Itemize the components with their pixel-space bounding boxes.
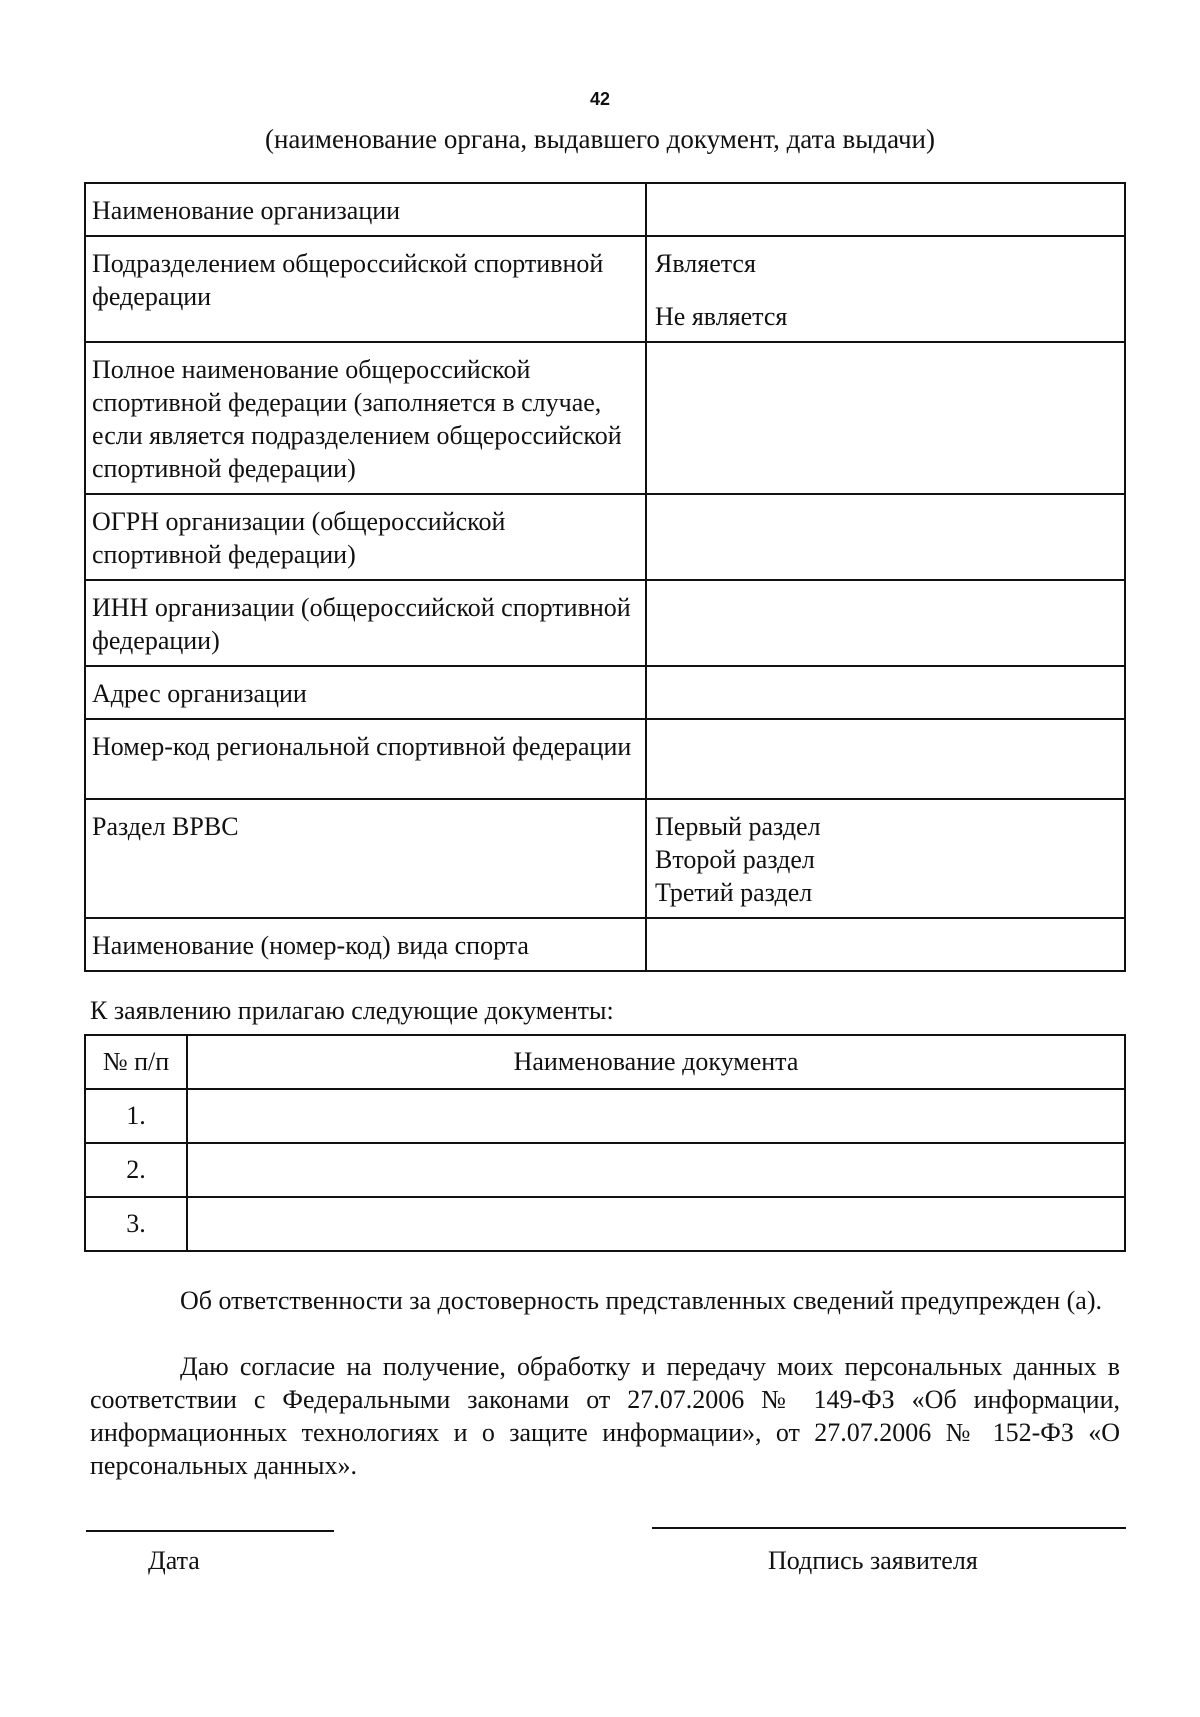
consent-statement: Даю согласие на получение, обработку и передачу моих персональных данных в соответствии с Федеральными законами от 27.07.2006 № 149-ФЗ «Об информации, информационных технологиях и о защите информации», от 27.07.2006 № 152-ФЗ «О персональных данных». [90, 1352, 1120, 1480]
federation-full-name-value[interactable] [646, 342, 1125, 494]
header-document-name: Наименование документа [187, 1035, 1125, 1089]
ogrn-label: ОГРН организации (общероссийской спортивной федерации) [85, 494, 646, 580]
table-row [85, 1197, 1125, 1251]
signature-line[interactable] [652, 1527, 1126, 1529]
table-row [85, 580, 1125, 666]
organization-info-table [84, 182, 1126, 972]
responsibility-statement: Об ответственности за достоверность представленных сведений предупрежден (а). [180, 1286, 1102, 1315]
table-row [85, 342, 1125, 494]
option-first-section[interactable]: Первый раздел [655, 812, 821, 841]
option-second-section[interactable]: Второй раздел [655, 845, 815, 874]
attachments-table [84, 1034, 1126, 1252]
row-number: 1. [85, 1089, 187, 1143]
table-row [85, 799, 1125, 918]
document-name-cell[interactable] [187, 1089, 1125, 1143]
issuer-caption: (наименование органа, выдавшего документ, дата выдачи) [264, 124, 936, 154]
attachments-intro: К заявлению прилагаю следующие документы: [90, 996, 614, 1025]
federation-full-name-label: Полное наименование общероссийской спортивной федерации (заполняется в случае, если является подразделением общероссийской спортивной федерации) [85, 342, 646, 494]
table-row [85, 494, 1125, 580]
vrvs-section-label: Раздел ВРВС [85, 799, 646, 918]
table-row [85, 1089, 1125, 1143]
row-number: 2. [85, 1143, 187, 1197]
header-number: № п/п [85, 1035, 187, 1089]
regional-code-value[interactable] [646, 719, 1125, 799]
ogrn-value[interactable] [646, 494, 1125, 580]
sport-name-value[interactable] [646, 918, 1125, 971]
org-name-value[interactable] [646, 183, 1125, 236]
table-row [85, 183, 1125, 236]
date-caption: Дата [148, 1546, 200, 1575]
federation-subdivision-options [646, 236, 1125, 342]
table-header-row [85, 1035, 1125, 1089]
option-is-not[interactable]: Не является [655, 302, 788, 331]
document-name-cell[interactable] [187, 1197, 1125, 1251]
vrvs-section-options [646, 799, 1125, 918]
table-row [85, 918, 1125, 971]
date-line[interactable] [86, 1530, 334, 1532]
federation-subdivision-label: Подразделением общероссийской спортивной федерации [85, 236, 646, 342]
address-label: Адрес организации [85, 666, 646, 719]
row-number: 3. [85, 1197, 187, 1251]
table-row [85, 236, 1125, 342]
option-is[interactable]: Является [655, 249, 756, 278]
table-row [85, 719, 1125, 799]
sport-name-label: Наименование (номер-код) вида спорта [85, 918, 646, 971]
regional-code-label: Номер-код региональной спортивной федерации [85, 719, 646, 799]
table-row [85, 666, 1125, 719]
inn-label: ИНН организации (общероссийской спортивной федерации) [85, 580, 646, 666]
inn-value[interactable] [646, 580, 1125, 666]
org-name-label: Наименование организации [85, 183, 646, 236]
signature-caption: Подпись заявителя [768, 1546, 978, 1575]
page-number: 42 [589, 89, 611, 109]
document-name-cell[interactable] [187, 1143, 1125, 1197]
address-value[interactable] [646, 666, 1125, 719]
option-third-section[interactable]: Третий раздел [655, 878, 813, 907]
table-row [85, 1143, 1125, 1197]
